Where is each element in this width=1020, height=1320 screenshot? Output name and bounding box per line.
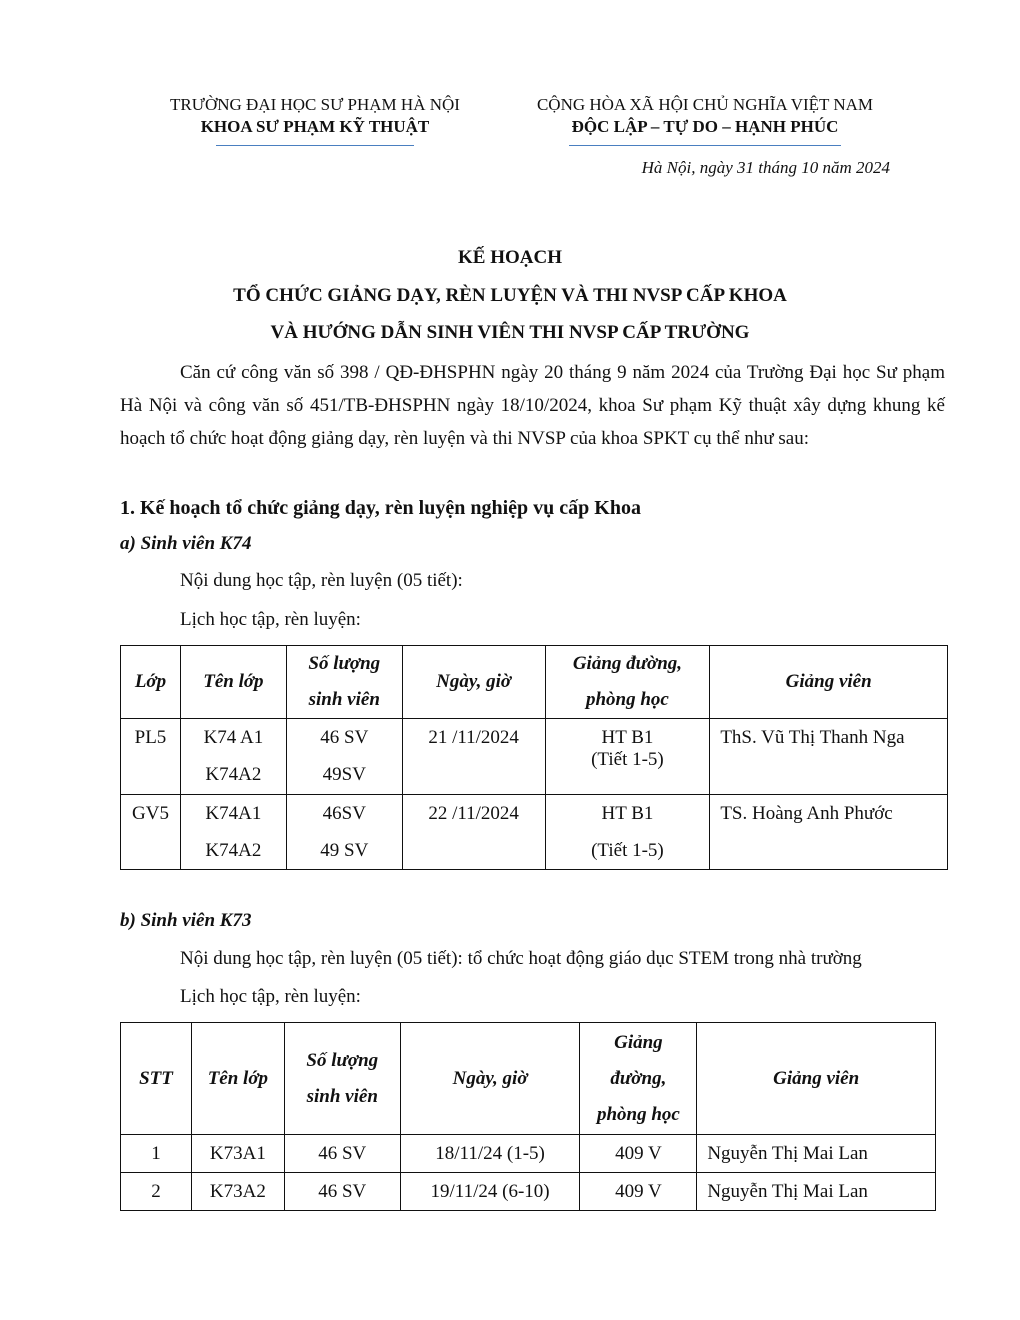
cell-ngay-gio: 18/11/24 (1-5): [400, 1135, 580, 1173]
col-header-so-luong: Số lượng sinh viên: [284, 1023, 400, 1135]
table-header-row: [121, 646, 948, 719]
section-1b-schedule-label: Lịch học tập, rèn luyện:: [180, 986, 361, 1007]
cell-giang-duong: 409 V: [580, 1173, 697, 1211]
cell-lop: PL5: [121, 719, 181, 795]
table-row: [121, 1173, 936, 1211]
cell-lop: GV5: [121, 795, 181, 870]
document-date: Hà Nội, ngày 31 tháng 10 năm 2024: [641, 158, 890, 177]
cell-so-luong: 46 SV 49SV: [286, 719, 402, 795]
header-left: [150, 94, 480, 146]
col-header-giang-duong: Giảng đường, phòng học: [580, 1023, 697, 1135]
national-motto: ĐỘC LẬP – TỰ DO – HẠNH PHÚC: [571, 117, 839, 136]
section-1b-content: Nội dung học tập, rèn luyện (05 tiết): tổ chức hoạt động giáo dục STEM trong nhà trường: [180, 948, 862, 969]
section-1a-content: Nội dung học tập, rèn luyện (05 tiết):: [180, 570, 463, 591]
header-right-rule: [569, 145, 841, 146]
table-row: [121, 1135, 936, 1173]
cell-so-luong: 46 SV: [284, 1135, 400, 1173]
k74-schedule-table: [120, 645, 948, 870]
cell-so-luong: 46SV 49 SV: [286, 795, 402, 870]
cell-ngay-gio: 19/11/24 (6-10): [400, 1173, 580, 1211]
col-header-so-luong: Số lượng sinh viên: [286, 646, 402, 719]
col-header-ten-lop: Tên lớp: [191, 1023, 284, 1135]
cell-giang-vien: Nguyễn Thị Mai Lan: [697, 1173, 936, 1211]
cell-giang-duong: HT B1 (Tiết 1-5): [545, 719, 710, 795]
national-title: CỘNG HÒA XÃ HỘI CHỦ NGHĨA VIỆT NAM: [536, 95, 874, 114]
faculty-name: KHOA SƯ PHẠM KỸ THUẬT: [200, 117, 430, 136]
cell-ten-lop: K74A1 K74A2: [180, 795, 286, 870]
cell-ten-lop: K74 A1 K74A2: [180, 719, 286, 795]
section-1b-heading: b) Sinh viên K73: [120, 910, 252, 931]
section-1a-schedule-label: Lịch học tập, rèn luyện:: [180, 609, 361, 630]
col-header-giang-vien: Giảng viên: [697, 1023, 936, 1135]
doc-subtitle-1: TỔ CHỨC GIẢNG DẠY, RÈN LUYỆN VÀ THI NVSP CẤP KHOA: [233, 285, 787, 306]
cell-giang-vien: ThS. Vũ Thị Thanh Nga: [710, 719, 948, 795]
section-1-heading: 1. Kế hoạch tổ chức giảng dạy, rèn luyện nghiệp vụ cấp Khoa: [120, 497, 641, 519]
table-row: [121, 719, 948, 795]
header-left-rule: [216, 145, 414, 146]
col-header-ngay-gio: Ngày, giờ: [400, 1023, 580, 1135]
intro-paragraph: [120, 356, 945, 455]
col-header-giang-vien: Giảng viên: [710, 646, 948, 719]
cell-ngay-gio: 22 /11/2024: [402, 795, 545, 870]
cell-ten-lop: K73A1: [191, 1135, 284, 1173]
col-header-stt: STT: [121, 1023, 192, 1135]
col-header-ngay-gio: Ngày, giờ: [402, 646, 545, 719]
cell-stt: 1: [121, 1135, 192, 1173]
cell-stt: 2: [121, 1173, 192, 1211]
intro-text: Căn cứ công văn số 398 / QĐ-ĐHSPHN ngày 20 tháng 9 năm 2024 của Trường Đại học Sư phạm Hà Nội và công văn số 451/TB-ĐHSPHN ngày 18/10/2024, khoa Sư phạm Kỹ thuật xây dựng khung kế hoạch tổ chức hoạt động giảng dạy, rèn luyện và thi NVSP của khoa SPKT cụ thể như sau:: [120, 362, 945, 449]
k73-schedule-table: [120, 1022, 936, 1211]
cell-giang-duong: HT B1 (Tiết 1-5): [545, 795, 710, 870]
cell-giang-vien: Nguyễn Thị Mai Lan: [697, 1135, 936, 1173]
section-1a-heading: a) Sinh viên K74: [120, 533, 252, 554]
doc-subtitle-2: VÀ HƯỚNG DẪN SINH VIÊN THI NVSP CẤP TRƯỜNG: [270, 322, 750, 343]
header-right: [505, 94, 905, 146]
cell-ngay-gio: 21 /11/2024: [402, 719, 545, 795]
cell-ten-lop: K73A2: [191, 1173, 284, 1211]
doc-title: KẾ HOẠCH: [458, 247, 562, 268]
cell-giang-vien: TS. Hoàng Anh Phước: [710, 795, 948, 870]
table-row: [121, 795, 948, 870]
col-header-ten-lop: Tên lớp: [180, 646, 286, 719]
university-name: TRƯỜNG ĐẠI HỌC SƯ PHẠM HÀ NỘI: [170, 95, 460, 114]
cell-giang-duong: 409 V: [580, 1135, 697, 1173]
col-header-giang-duong: Giảng đường, phòng học: [545, 646, 710, 719]
col-header-lop: Lớp: [121, 646, 181, 719]
cell-so-luong: 46 SV: [284, 1173, 400, 1211]
table-header-row: [121, 1023, 936, 1135]
